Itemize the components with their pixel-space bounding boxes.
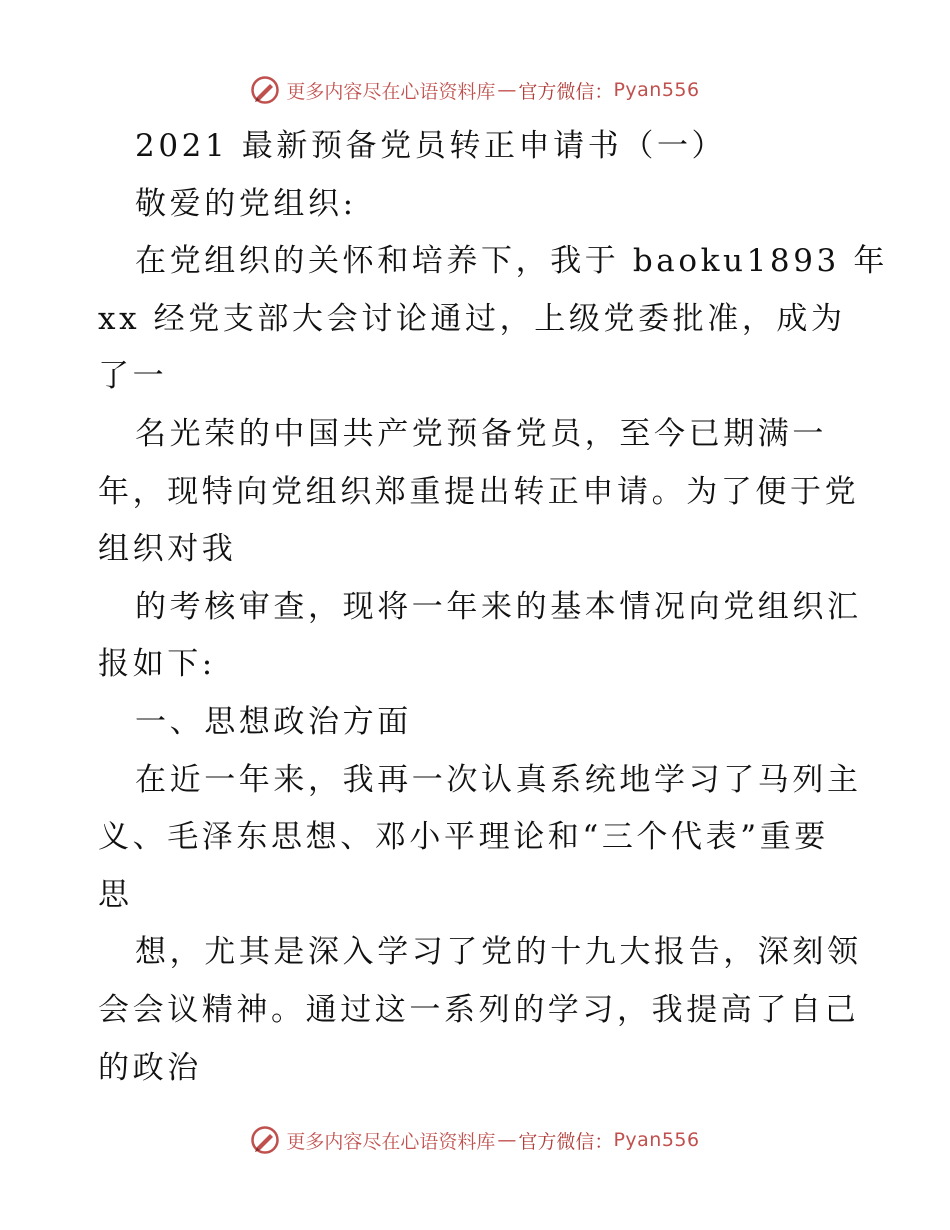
salutation: 敬爱的党组织: xyxy=(135,185,357,222)
banner-separator: — xyxy=(497,79,517,101)
paragraph-line: 组织对我 xyxy=(98,531,237,568)
header-banner xyxy=(0,70,950,110)
banner-wechat-label: 官方微信： xyxy=(518,80,614,103)
pen-logo-icon xyxy=(250,1125,280,1155)
banner-separator: — xyxy=(497,1129,517,1151)
banner-brand: 更多内容尽在心语资料库 xyxy=(286,1130,496,1153)
paragraph-line: 思 xyxy=(98,876,133,913)
banner-wechat-label: 官方微信： xyxy=(518,1130,614,1153)
paragraph-line: 年，现特向党组织郑重提出转正申请。为了便于党 xyxy=(98,473,860,510)
footer-banner xyxy=(0,1120,950,1160)
document-body xyxy=(98,118,888,1097)
paragraph-line: 名光荣的中国共产党预备党员，至今已期满一 xyxy=(135,415,827,452)
paragraph-line: 报如下: xyxy=(98,646,216,683)
paragraph-line: 了一 xyxy=(98,358,168,395)
banner-wechat-id: Pyan556 xyxy=(613,1129,700,1151)
paragraph-line: 的考核审查，现将一年来的基本情况向党组织汇 xyxy=(135,588,862,625)
pen-logo-icon xyxy=(250,75,280,105)
paragraph-line: 在近一年来，我再一次认真系统地学习了马列主 xyxy=(135,761,862,798)
paragraph-line: 在党组织的关怀和培养下，我于 baoku1893 年 xyxy=(135,243,888,280)
paragraph-line: 的政治 xyxy=(98,1049,202,1086)
paragraph-line: 想，尤其是深入学习了党的十九大报告，深刻领 xyxy=(135,934,862,971)
section-heading: 一、思想政治方面 xyxy=(135,703,412,740)
paragraph-line: 会会议精神。通过这一系列的学习，我提高了自己 xyxy=(98,991,860,1028)
paragraph-line: 义、毛泽东思想、邓小平理论和“三个代表”重要 xyxy=(98,819,829,856)
banner-wechat-id: Pyan556 xyxy=(613,79,700,101)
banner-brand: 更多内容尽在心语资料库 xyxy=(286,80,496,103)
document-title: 2021 最新预备党员转正申请书（一） xyxy=(135,128,727,164)
paragraph-line: xx 经党支部大会讨论通过，上级党委批准，成为 xyxy=(98,300,846,337)
